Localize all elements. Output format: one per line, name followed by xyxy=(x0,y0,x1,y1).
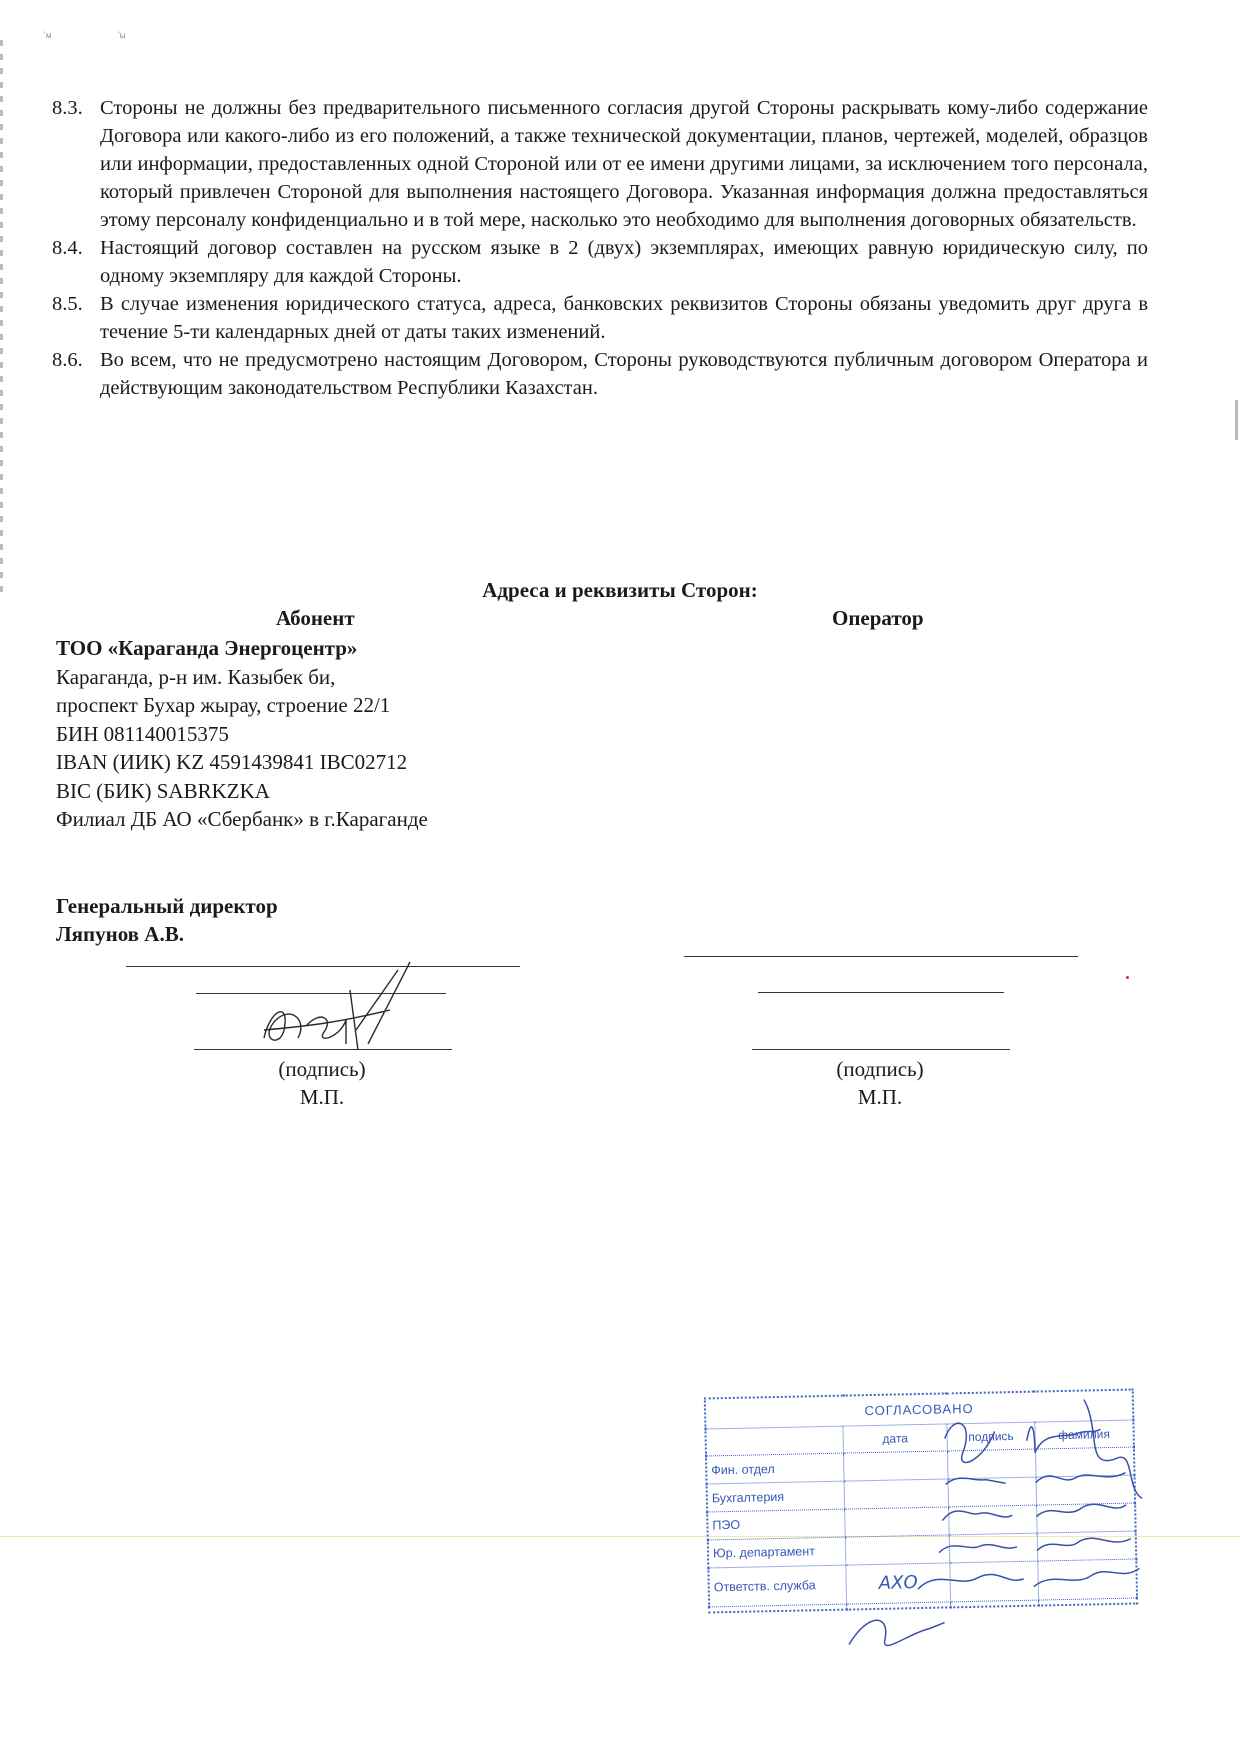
clause-text: Во всем, что не предусмотрено настоящим Договором, Стороны руководствуются публичным договором Оператора и действующим законодательством Республики Казахстан. xyxy=(100,349,1148,399)
seal-placeholder: М.П. xyxy=(857,1085,903,1109)
bin-number: БИН 081140015375 xyxy=(56,721,229,746)
address-line: Караганда, р-н им. Казыбек би, xyxy=(56,664,336,689)
company-name: ТОО «Караганда Энергоцентр» xyxy=(56,636,358,660)
signature-line xyxy=(752,1049,1010,1050)
stamp-title: СОГЛАСОВАНО xyxy=(705,1390,1134,1429)
iban-number: IBAN (ИИК) KZ 4591439841 IBC02712 xyxy=(56,750,408,774)
clause-text: Настоящий договор составлен на русском языке в 2 (двух) экземплярах, имеющих равную юридическую силу, по одному экземпляру для каждой Стороны. xyxy=(100,237,1148,287)
clause-number: 8.6. xyxy=(52,349,83,371)
subscriber-requisites xyxy=(56,634,428,834)
signature-line xyxy=(758,992,1004,993)
handwritten-approvals xyxy=(704,1388,1150,1667)
clause-text: В случае изменения юридического статуса, адреса, банковских реквизитов Стороны обязаны уведомить друг друга в течение 5-ти календарных дней от даты таких изменений. xyxy=(100,293,1148,343)
signature-line xyxy=(684,956,1078,957)
clause-8-6 xyxy=(52,346,1148,402)
stamp-header-date: дата xyxy=(843,1424,948,1454)
contract-clauses xyxy=(52,94,1148,402)
stamp-date: АХО xyxy=(846,1562,951,1603)
signature-caption: (подпись) xyxy=(278,1057,366,1081)
scan-mark: 'м xyxy=(44,30,52,40)
seal-placeholder: М.П. xyxy=(299,1085,345,1109)
clause-number: 8.5. xyxy=(52,293,83,315)
bank-name: Филиал ДБ АО «Сбербанк» в г.Караганде xyxy=(56,807,428,831)
clause-8-5 xyxy=(52,290,1148,346)
subscriber-label: Абонент xyxy=(276,606,355,630)
signatory-position: Генеральный директор xyxy=(56,894,278,918)
stamp-role: Юр. департамент xyxy=(708,1537,846,1568)
approval-stamp xyxy=(704,1389,1138,1614)
signatory-block xyxy=(56,892,278,948)
stamp-role: Ответств. служба xyxy=(708,1565,846,1607)
stamp-role: Фин. отдел xyxy=(706,1454,844,1485)
address-line: проспект Бухар жырау, строение 22/1 xyxy=(56,693,391,717)
ink-dot xyxy=(1126,976,1129,979)
bic-code: BIC (БИК) SABRKZKA xyxy=(56,778,270,803)
clause-8-3 xyxy=(52,94,1148,234)
stamp-header-signature: подпись xyxy=(947,1422,1035,1452)
scan-edge-artifact xyxy=(1235,400,1238,440)
clause-number: 8.4. xyxy=(52,237,83,259)
operator-label: Оператор xyxy=(832,606,924,630)
signatory-name: Ляпунов А.В. xyxy=(56,922,184,946)
clause-number: 8.3. xyxy=(52,97,83,119)
stamp-role: ПЭО xyxy=(707,1509,845,1540)
handwritten-signature xyxy=(250,960,430,1060)
clause-8-4 xyxy=(52,234,1148,290)
requisites-heading: Адреса и реквизиты Сторон: xyxy=(482,578,758,602)
stamp-header-surname: фамилия xyxy=(1035,1420,1134,1450)
signature-caption: (подпись) xyxy=(836,1057,924,1081)
scan-edge-artifact xyxy=(0,40,3,600)
scan-mark: 'ы xyxy=(118,30,126,40)
clause-text: Стороны не должны без предварительного письменного согласия другой Стороны раскрывать кому-либо содержание Договора или какого-либо из его положений, а также технической документации, планов, чертежей, моделей, образцов или информации, предоставленных одной Стороной или от ее имени другими лицами, за исключением того персонала, который привлечен Стороной для выполнения настоящего Договора. Указанная информация должна предоставляться этому персоналу конфиденциально и в той мере, насколько это необходимо для выполнения договорных обязательств. xyxy=(100,97,1148,231)
stamp-role: Бухгалтерия xyxy=(707,1481,845,1512)
